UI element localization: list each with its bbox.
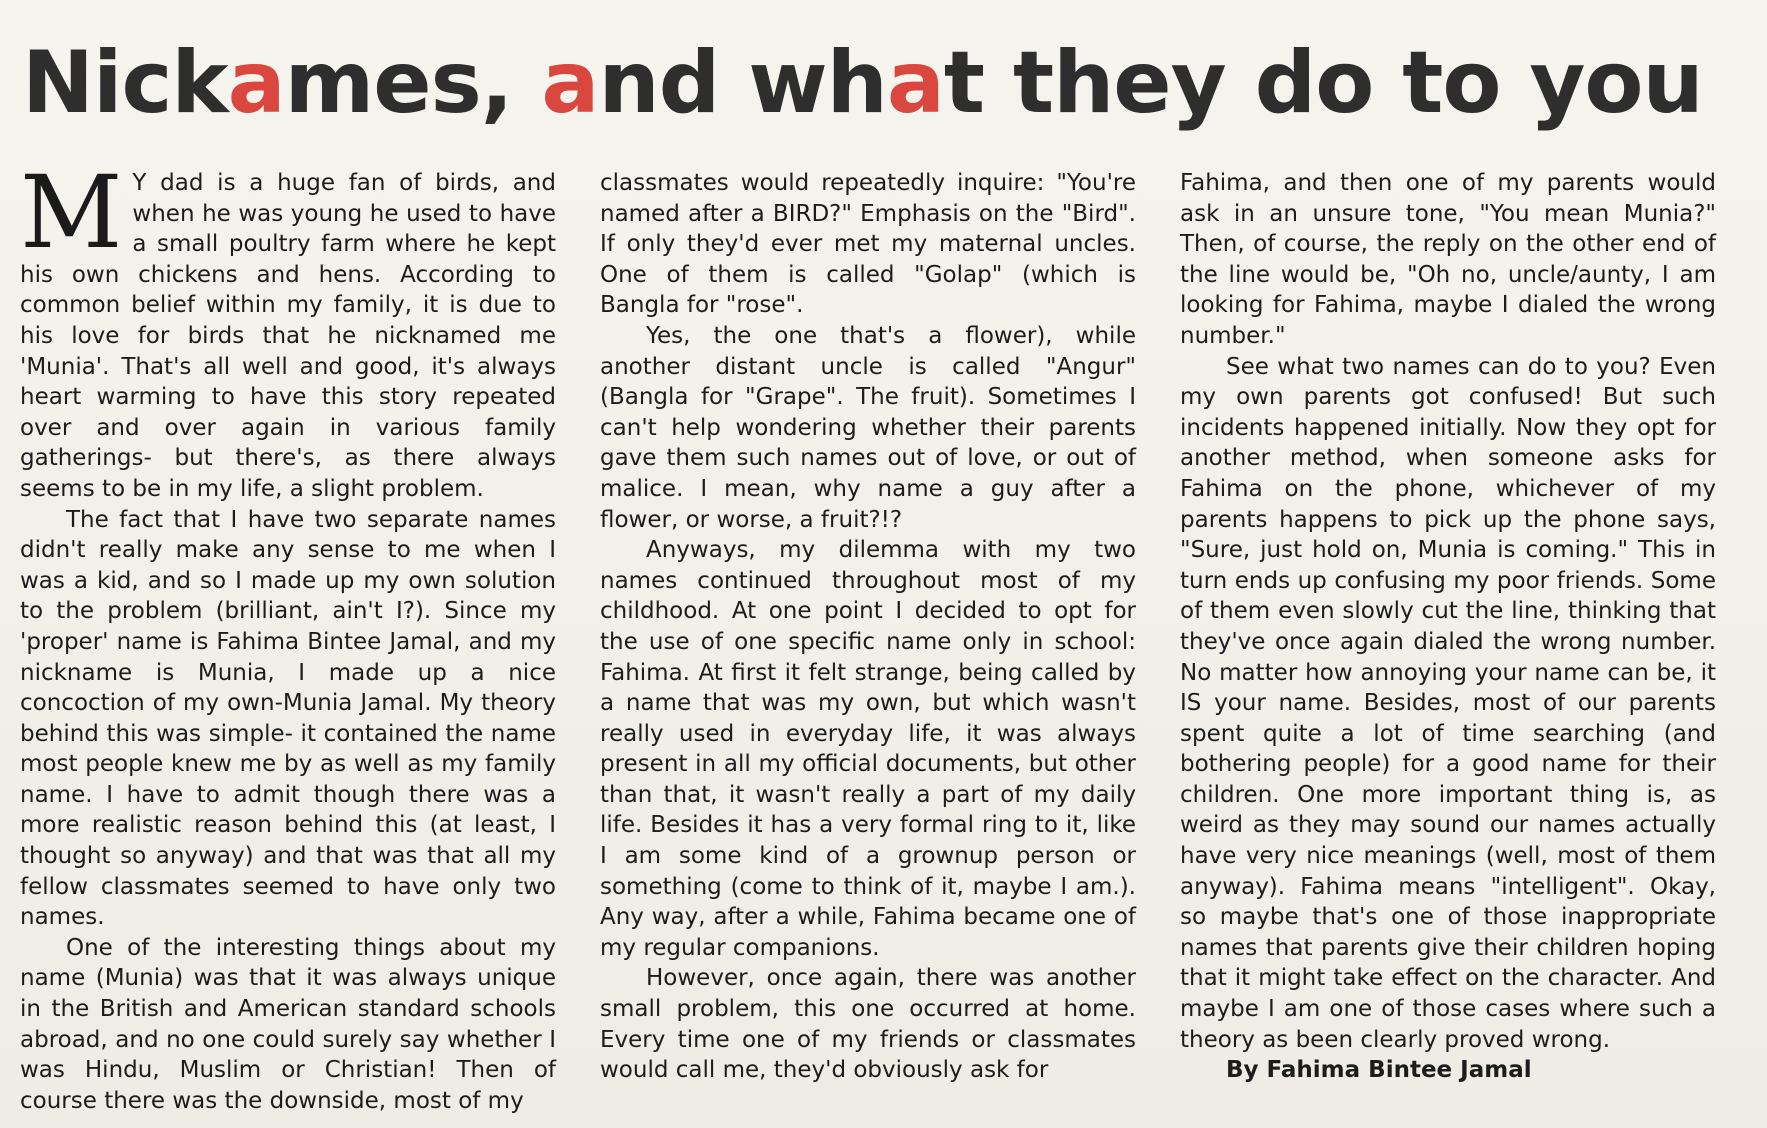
drop-cap: M [20,154,123,271]
article-paragraph [20,154,556,505]
article-paragraph: classmates would repeatedly inquire: "You're named after a BIRD?" Emphasis on the "Bird". If only they'd ever met my maternal uncles. One of them is called "Golap" (which is Bangla for "rose". [600,170,1136,319]
headline-accent-letter: a [886,33,944,133]
paragraph-text: Y dad is a huge fan of birds, and when he was young he used to have a small poultry farm where he kept his own chickens and hens. According to common belief within my family, it is due to his love for birds that he nicknamed me 'Munia'. That's all well and good, it's always heart warming to have this story repeated over and over again in various family gatherings- but there's, as there always seems to be in my life, a slight problem. [20,170,556,502]
article-paragraph: See what two names can do to you? Even my own parents got confused! But such incidents happened initially. Now they opt for another method, when someone asks for Fahima on the phone, whichever of my parents happens to pick up the phone says, "Sure, just hold on, Munia is coming." This in turn ends up confusing my poor friends. Some of them even slowly cut the line, thinking that they've once again dialed the wrong number. No matter how annoying your name can be, it IS your name. Besides, most of our parents spent quite a lot of time searching (and bothering people) for a good name for their children. One more important thing is, as weird as they may sound our names actually have very nice meanings (well, most of them anyway). Fahima means "intelligent". Okay, so maybe that's one of those inappropriate names that parents give their children hoping that it might take effect on the character. And maybe I am one of those cases where such a theory as been clearly proved wrong. [1180,353,1716,1053]
headline-part: Nick [22,33,228,133]
article-columns [20,154,1750,1114]
headline [22,28,1742,138]
article-paragraph: However, once again, there was another small problem, this one occurred at home. Every time one of my friends or classmates would call me, they'd obviously ask for [600,965,1136,1084]
headline-accent-letter: a [227,33,285,133]
article-column-1 [20,154,556,1114]
headline-part: nd wh [598,33,887,133]
article-paragraph: Fahima, and then one of my parents would ask in an unsure tone, "You mean Munia?" Then, of course, the reply on the other end of the line would be, "Oh no, uncle/aunty, I am looking for Fahima, maybe I dialed the wrong number." [1180,170,1716,349]
article-paragraph: Yes, the one that's a flower), while another distant uncle is called "Angur" (Bangla for "Grape". The fruit). Sometimes I can't help wondering whether their parents gave them such names out of love, or out of malice. I mean, why name a guy after a flower, or worse, a fruit?!? [600,322,1136,533]
article-column-2 [600,168,1136,1108]
byline: By Fahima Bintee Jamal [1226,1057,1532,1084]
article-paragraph: One of the interesting things about my name (Munia) was that it was always unique in the British and American standard schools abroad, and no one could surely say whether I was Hindu, Muslim or Christian! Then of course there was the downside, most of my [20,934,556,1114]
headline-part: mes, [284,33,542,133]
article-paragraph: The fact that I have two separate names didn't really make any sense to me when I was a kid, and so I made up my own solution to the problem (brilliant, ain't I?). Since my 'proper' name is Fahima Bintee Jamal, and my nickname is Munia, I made up a nice concoction of my own-Munia Jamal. My theory behind this was simple- it contained the name most people knew me by as well as my family name. I have to admit though there was a more realistic reason behind this (at least, I thought so anyway) and that was that all my fellow classmates seemed to have only two names. [20,506,556,931]
article-paragraph: Anyways, my dilemma with my two names continued throughout most of my childhood. At one point I decided to opt for the use of one specific name only in school: Fahima. At first it felt strange, being called by a name that was my own, but which wasn't really used in everyday life, it was always present in all my official documents, but other than that, it wasn't really a part of my daily life. Besides it has a very formal ring to it, like I am some kind of a grownup person or something (come to think of it, maybe I am.). Any way, after a while, Fahima became one of my regular companions. [600,537,1136,961]
headline-part: t they do to you [943,33,1703,133]
headline-accent-letter: a [541,33,599,133]
article-column-3 [1180,168,1716,1108]
